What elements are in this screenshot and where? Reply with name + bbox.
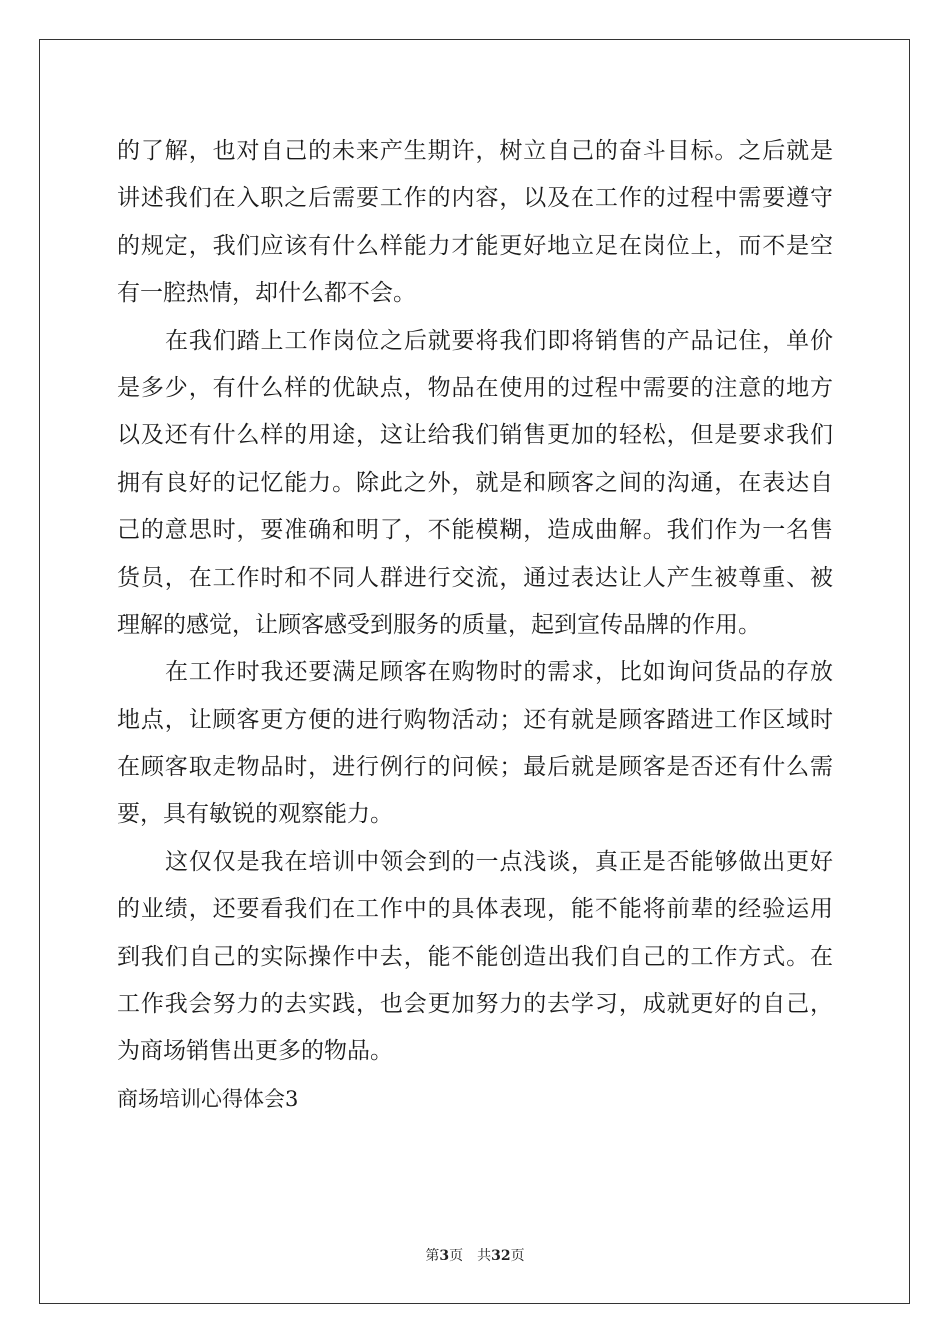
text-line: 拥有良好的记忆能力。除此之外，就是和顾客之间的沟通，在表达自 bbox=[117, 469, 833, 496]
text-line: 以及还有什么样的用途，这让给我们销售更加的轻松，但是要求我们 bbox=[117, 422, 833, 449]
page-number: 3 bbox=[439, 1248, 450, 1264]
text-line: 是多少，有什么样的优缺点，物品在使用的过程中需要的注意的地方 bbox=[117, 374, 833, 401]
text-line: 在我们踏上工作岗位之后就要将我们即将销售的产品记住，单价 bbox=[165, 327, 833, 354]
text-line: 这仅仅是我在培训中领会到的一点浅谈，真正是否能够做出更好 bbox=[165, 848, 833, 875]
section-heading: 商场培训心得体会3 bbox=[117, 1086, 299, 1111]
text-line: 货员，在工作时和不同人群进行交流，通过表达让人产生被尊重、被 bbox=[117, 564, 833, 591]
text-line: 到我们自己的实际操作中去，能不能创造出我们自己的工作方式。在 bbox=[117, 943, 833, 970]
total-label-suffix: 页 bbox=[510, 1248, 525, 1264]
text-line: 在工作时我还要满足顾客在购物时的需求，比如询问货品的存放 bbox=[165, 659, 833, 686]
text-line: 的了解，也对自己的未来产生期许，树立自己的奋斗目标。之后就是 bbox=[117, 138, 833, 164]
text-line: 理解的感觉，让顾客感受到服务的质量，起到宣传品牌的作用。 bbox=[117, 611, 761, 638]
text-line: 地点，让顾客更方便的进行购物活动；还有就是顾客踏进工作区域时 bbox=[117, 706, 833, 733]
text-line: 在顾客取走物品时，进行例行的问候；最后就是顾客是否还有什么需 bbox=[117, 754, 833, 781]
document-body bbox=[117, 128, 833, 1123]
paragraph-lines bbox=[117, 128, 833, 1076]
text-line: 为商场销售出更多的物品。 bbox=[117, 1038, 393, 1065]
total-pages: 32 bbox=[491, 1248, 511, 1264]
text-line: 要，具有敏锐的观察能力。 bbox=[117, 801, 393, 828]
page-label-suffix: 页 bbox=[449, 1248, 464, 1264]
text-line: 讲述我们在入职之后需要工作的内容，以及在工作的过程中需要遵守 bbox=[117, 185, 833, 212]
text-line: 的业绩，还要看我们在工作中的具体表现，能不能将前辈的经验运用 bbox=[117, 896, 833, 923]
text-line: 己的意思时，要准确和明了，不能模糊，造成曲解。我们作为一名售 bbox=[117, 517, 833, 544]
text-line: 工作我会努力的去实践，也会更加努力的去学习，成就更好的自己， bbox=[117, 991, 833, 1018]
text-line: 的规定，我们应该有什么样能力才能更好地立足在岗位上，而不是空 bbox=[117, 232, 833, 259]
page-footer bbox=[0, 1246, 950, 1266]
page-label-prefix: 第 bbox=[425, 1248, 440, 1264]
total-label-prefix: 共 bbox=[477, 1248, 492, 1264]
text-line: 有一腔热情，却什么都不会。 bbox=[117, 280, 416, 307]
